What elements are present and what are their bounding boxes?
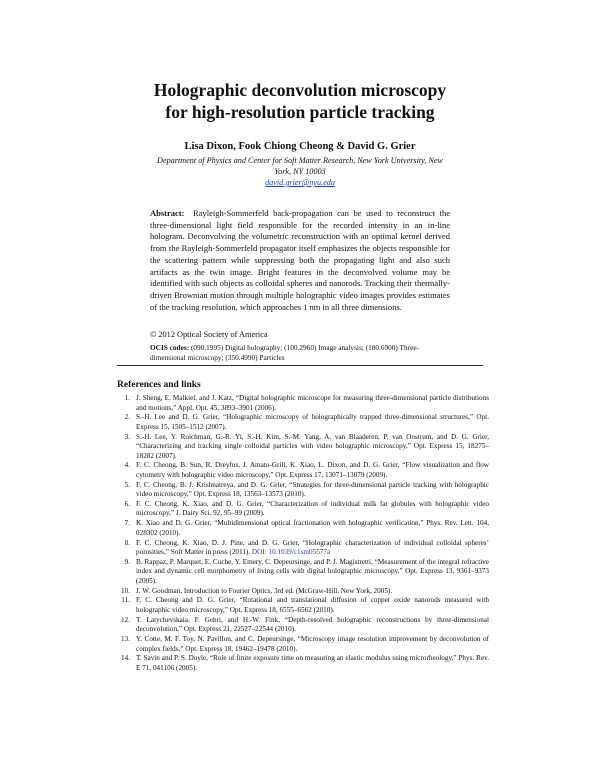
reference-number: 5. [124,480,130,489]
reference-text: J. Sheng, E. Malkiel, and J. Katz, “Digital holographic microscope for measuring three-dimensional particle distributions and motions,” Appl. Opt. 45, 3893–3901 (2006). [136,394,489,412]
reference-item [117,539,489,558]
section-divider [117,365,483,366]
reference-text: J. W. Goodman, Introduction to Fourier Optics, 3rd ed. (McGraw-Hill, New York, 2005). [136,586,393,595]
reference-text: B. Rappaz, P. Marquet, E. Cuche, Y. Emery, C. Depeursinge, and P. J. Magistretti, “Measurement of the integral refractive index and dynamic cell morphometry of living cells with digital holographic microscopy,” Opt. Express 13, 9361–9373 (2005). [136,557,489,585]
reference-item [117,500,489,519]
reference-item [117,616,489,635]
reference-number: 3. [124,432,130,441]
reference-number: 7. [124,519,130,528]
reference-doi-link[interactable]: DOI: 10.1039/c1sm05577a [251,548,331,557]
references-list [117,394,489,674]
reference-text: S.-H. Lee and D. G. Grier, “Holographic microscopy of holographically trapped three-dimensional structures,” Opt. Express 15, 1505–1512 (2007). [136,413,489,431]
reference-item [117,413,489,432]
reference-number: 1. [124,394,130,402]
title-line-2: for high-resolution particle tracking [165,102,435,122]
reference-text: F. C. Cheong, K. Xiao, and D. G. Grier, “Characterization of individual milk fat globules with holographic video microscopy,” J. Dairy Sci. 92, 95–99 (2009). [136,499,489,518]
reference-number: 13. [121,635,130,644]
reference-text: T. Latychevskaia, F. Gehri, and H.-W. Fink, “Depth-resolved holographic reconstructions by three-dimensional deconvolution,” Opt. Express 21, 22527–22544 (2010). [136,615,489,634]
reference-number: 9. [124,557,130,566]
email-link[interactable]: david.grier@nyu.edu [265,178,335,187]
reference-number: 8. [124,538,130,547]
title-line-1: Holographic deconvolution microscopy [153,80,447,100]
abstract [150,208,450,313]
reference-item [117,635,489,654]
reference-item [117,587,489,597]
copyright: © 2012 Optical Society of America [150,330,268,339]
reference-item [117,654,489,673]
references-heading: References and links [117,380,201,390]
reference-number: 10. [121,586,130,595]
reference-number: 2. [124,413,130,422]
reference-number: 11. [121,596,130,605]
ocis-text: (090.1995) Digital holography; (100.2960) Image analysis; (180.6900) Three-dimensional microscopy; (350.4990) Particles [150,343,419,362]
reference-number: 4. [124,461,130,470]
reference-number: 14. [121,654,130,663]
reference-text: T. Savin and P. S. Doyle, “Role of finite exposure time on measuring an elastic modulus using microrheology,” Phys. Rev. E 71, 041106 (2005). [136,654,489,672]
reference-item [117,461,489,480]
authors: Lisa Dixon, Fook Chiong Cheong & David G. Grier [184,141,416,152]
reference-text: S.-H. Lee, Y. Roichman, G.-R. Yi, S.-H. Kim, S.-M. Yang, A. van Blaaderen, P. van Oostrum, and D. G. Grier, “Characterizing and tracking single colloidal particles with video holographic microscopy,” Opt. Express 15, 18275–18282 (2007). [136,432,489,460]
abstract-text: Rayleigh-Sommerfeld back-propagation can be used to reconstruct the three-dimensional light field responsible for the recorded intensity in an in-line hologram. Deconvolving the volumetric reconstruction with an optimal kernel derived from the Rayleigh-Sommerfeld propagator itself emphasizes the objects responsible for the scattering pattern while suppressing both the propagating light and also such artifacts as the twin image. Bright features in the deconvolved volume may be identified with such objects as colloidal spheres and nanorods. Tracking their thermally-driven Brownian motion through multiple holographic video images provides estimates of the tracking resolution, which approaches 1 nm in all three dimensions. [150,208,450,312]
abstract-label: Abstract: [150,208,185,218]
ocis-label: OCIS codes: [150,343,190,352]
reference-text: Y. Cotte, M. F. Toy, N. Pavillon, and C. Depeursinge, “Microscopy image resolution improvement by deconvolution of complex fields,” Opt. Express 18, 19462–19478 (2010). [136,635,489,653]
reference-item [117,433,489,462]
ocis-codes [150,343,450,363]
reference-text: K. Xiao and D. G. Grier, “Multidimensional optical fractionation with holographic verification,” Phys. Rev. Lett. 104, 028302 (2010). [136,519,489,537]
reference-item [117,394,489,413]
reference-text: F. C. Cheong and D. G. Grier, “Rotational and translational diffusion of copper oxide nanorods measured with holographic video microscopy,” Opt. Express 18, 6555–6562 (2010). [136,596,489,614]
reference-number: 6. [124,499,130,508]
reference-item [117,519,489,538]
reference-text: F. C. Cheong, B. Sun, R. Dreyfus, J. Amato-Grill, K. Xiao, L. Dixon, and D. G. Grier, “Flow visualization and flow cytometry with holographic video microscopy,” Opt. Express 17, 13071–13079 (2009). [136,461,489,479]
reference-text: F. C. Cheong, K. Xiao, D. J. Pine, and D. G. Grier, “Holographic characterization of individual colloidal spheres’ porosities,” Soft Matter in press (2011). [136,538,489,557]
reference-text: F. C. Cheong, B. J. Krishnatreya, and D. G. Grier, “Strategies for three-dimensional particle tracking with holographic video microscopy,” Opt. Express 18, 13563–13573 (2010). [136,480,489,499]
reference-item [117,481,489,500]
affiliation: Department of Physics and Center for Soft Matter Research, New York University, New York, NY 10003 [157,156,443,176]
reference-number: 12. [121,615,130,624]
reference-item [117,596,489,615]
reference-item [117,558,489,587]
